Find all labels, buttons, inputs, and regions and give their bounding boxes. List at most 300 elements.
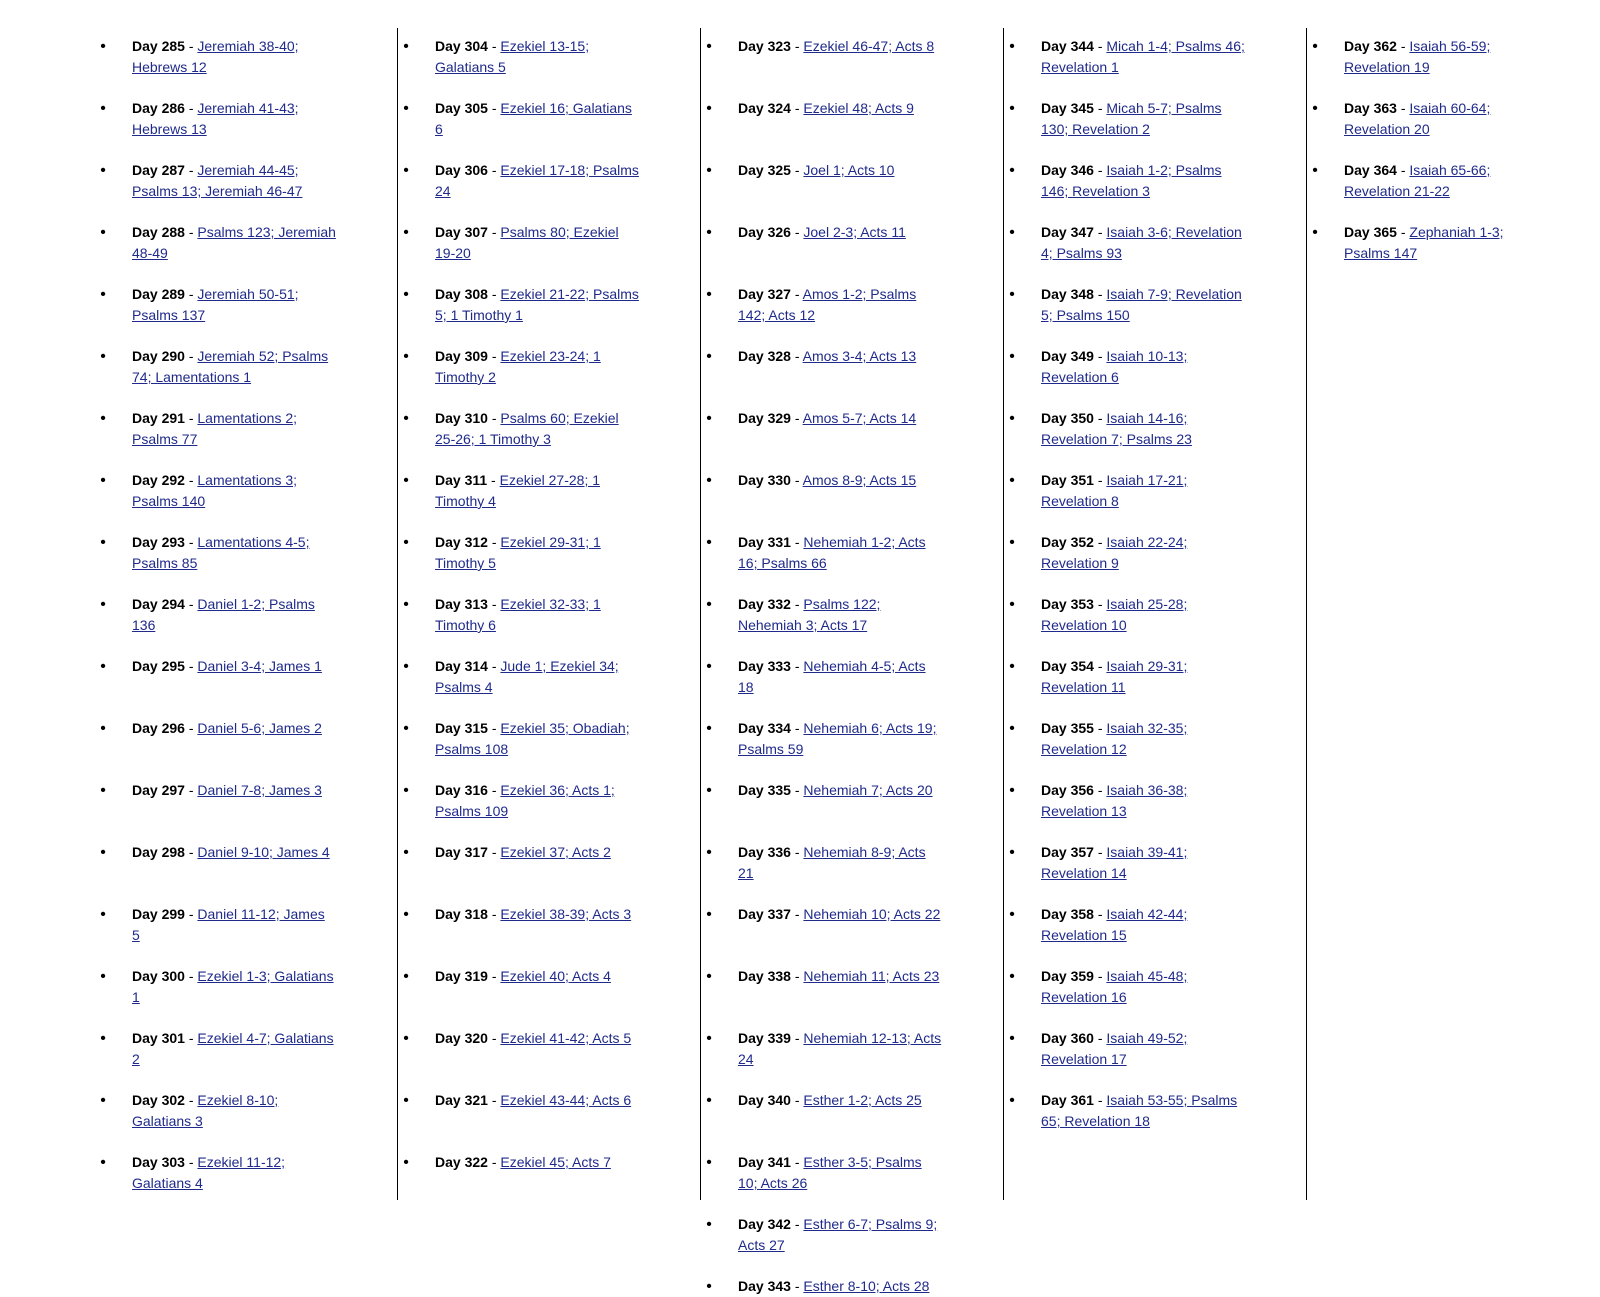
reading-link[interactable]: Ezekiel 1-3; Galatians 1 [132,968,334,1005]
entry-text [1041,160,1245,202]
bullet-icon: • [706,968,712,985]
bullet-icon: • [706,1216,712,1233]
day-label: Day 310 [435,410,488,426]
bullet-icon: • [1009,1030,1015,1047]
bullet-icon: • [403,224,409,241]
separator: - [790,844,804,860]
day-label: Day 322 [435,1154,488,1170]
entry-text [738,284,942,326]
day-label: Day 314 [435,658,488,674]
reading-link[interactable]: Nehemiah 11; Acts 23 [803,968,940,984]
bullet-icon: • [1009,782,1015,799]
bullet-icon: • [1009,410,1015,427]
day-label: Day 320 [435,1030,488,1046]
reading-link[interactable]: Isaiah 45-48; Revelation 16 [1041,968,1188,1005]
day-label: Day 359 [1041,968,1094,984]
separator: - [487,1154,501,1170]
day-label: Day 355 [1041,720,1094,736]
reading-link[interactable]: Ezekiel 17-18; Psalms 24 [435,162,639,199]
separator: - [790,1216,804,1232]
separator: - [487,1030,501,1046]
bullet-icon: • [403,1154,409,1171]
entry-text [132,842,336,863]
day-label: Day 332 [738,596,791,612]
reading-link[interactable]: Isaiah 36-38; Revelation 13 [1041,782,1188,819]
reading-link[interactable]: Psalms 60; Ezekiel 25-26; 1 Timothy 3 [435,410,619,447]
reading-link[interactable]: Isaiah 10-13; Revelation 6 [1041,348,1188,385]
day-label: Day 319 [435,968,488,984]
reading-link[interactable]: Isaiah 1-2; Psalms 146; Revelation 3 [1041,162,1222,199]
reading-link[interactable]: Daniel 1-2; Psalms 136 [132,596,315,633]
entry-text [738,532,942,574]
separator: - [487,844,501,860]
reading-link[interactable]: Amos 8-9; Acts 15 [802,472,917,488]
reading-link[interactable]: Ezekiel 43-44; Acts 6 [500,1092,632,1108]
bullet-icon: • [1009,224,1015,241]
reading-link[interactable]: Psalms 122; Nehemiah 3; Acts 17 [738,596,881,633]
reading-link[interactable]: Nehemiah 1-2; Acts 16; Psalms 66 [738,534,926,571]
reading-link[interactable]: Jeremiah 44-45; Psalms 13; Jeremiah 46-47 [132,162,303,199]
reading-link[interactable]: Micah 1-4; Psalms 46; Revelation 1 [1041,38,1245,75]
reading-link[interactable]: Jeremiah 38-40; Hebrews 12 [132,38,299,75]
separator: - [487,782,501,798]
reading-link[interactable]: Isaiah 60-64; Revelation 20 [1344,100,1491,137]
day-label: Day 307 [435,224,488,240]
separator: - [1093,968,1107,984]
day-label: Day 302 [132,1092,185,1108]
separator: - [184,720,198,736]
entry-text [132,1152,336,1194]
bullet-icon: • [403,1092,409,1109]
separator: - [790,534,804,550]
day-label: Day 333 [738,658,791,674]
bullet-icon: • [706,1278,712,1295]
reading-link[interactable]: Zephaniah 1-3; Psalms 147 [1344,224,1504,261]
entry-text [132,346,336,388]
reading-link[interactable]: Isaiah 3-6; Revelation 4; Psalms 93 [1041,224,1242,261]
reading-link[interactable]: Ezekiel 45; Acts 7 [500,1154,611,1170]
separator: - [184,348,198,364]
entry-text [435,656,639,698]
day-label: Day 351 [1041,472,1094,488]
separator: - [1093,906,1107,922]
entry-text [738,904,942,925]
bullet-icon: • [403,906,409,923]
reading-link[interactable]: Isaiah 39-41; Revelation 14 [1041,844,1188,881]
entry-text [132,904,336,946]
separator: - [1396,162,1410,178]
bullet-icon: • [100,100,106,117]
reading-link[interactable]: Psalms 80; Ezekiel 19-20 [435,224,619,261]
day-label: Day 343 [738,1278,791,1294]
reading-link[interactable]: Daniel 7-8; James 3 [197,782,322,798]
reading-link[interactable]: Jeremiah 41-43; Hebrews 13 [132,100,299,137]
reading-link[interactable]: Isaiah 49-52; Revelation 17 [1041,1030,1188,1067]
day-label: Day 289 [132,286,185,302]
day-label: Day 296 [132,720,185,736]
separator: - [1093,596,1107,612]
bullet-icon: • [403,1030,409,1047]
bullet-icon: • [706,1092,712,1109]
reading-link[interactable]: Isaiah 56-59; Revelation 19 [1344,38,1491,75]
bullet-icon: • [1009,286,1015,303]
bullet-icon: • [100,968,106,985]
reading-link[interactable]: Micah 5-7; Psalms 130; Revelation 2 [1041,100,1222,137]
separator: - [1093,720,1107,736]
separator: - [1093,410,1107,426]
reading-link[interactable]: Amos 1-2; Psalms 142; Acts 12 [738,286,917,323]
entry-text [1344,98,1548,140]
entry-text [132,780,336,801]
bullet-icon: • [706,472,712,489]
entry-text [1041,470,1245,512]
day-label: Day 339 [738,1030,791,1046]
reading-link[interactable]: Ezekiel 27-28; 1 Timothy 4 [435,472,601,509]
entry-text [1041,98,1245,140]
day-label: Day 318 [435,906,488,922]
day-label: Day 287 [132,162,185,178]
separator: - [184,38,198,54]
entry-text [738,780,942,801]
separator: - [487,100,501,116]
bullet-icon: • [403,162,409,179]
day-label: Day 290 [132,348,185,364]
day-label: Day 315 [435,720,488,736]
reading-link[interactable]: Esther 3-5; Psalms 10; Acts 26 [738,1154,922,1191]
entry-text [738,966,942,987]
bullet-icon: • [403,596,409,613]
reading-link[interactable]: Isaiah 14-16; Revelation 7; Psalms 23 [1041,410,1192,447]
separator: - [184,968,198,984]
bullet-icon: • [100,162,106,179]
bullet-icon: • [100,596,106,613]
entry-text [738,1276,942,1297]
entry-text [1344,222,1548,264]
separator: - [184,472,198,488]
reading-link[interactable]: Esther 6-7; Psalms 9; Acts 27 [738,1216,938,1253]
entry-text [738,1152,942,1194]
day-label: Day 311 [435,472,488,488]
reading-link[interactable]: Isaiah 32-35; Revelation 12 [1041,720,1188,757]
entry-text [738,36,942,57]
entry-text [132,222,336,264]
day-label: Day 327 [738,286,791,302]
entry-text [738,160,942,181]
bullet-icon: • [706,38,712,55]
bullet-icon: • [403,534,409,551]
day-label: Day 305 [435,100,488,116]
reading-link[interactable]: Daniel 11-12; James 5 [132,906,325,943]
entry-text [1041,718,1245,760]
reading-link[interactable]: Ezekiel 41-42; Acts 5 [500,1030,632,1046]
reading-link[interactable]: Ezekiel 11-12; Galatians 4 [132,1154,286,1191]
separator: - [790,596,804,612]
separator: - [184,224,198,240]
day-label: Day 288 [132,224,185,240]
entry-text [1041,532,1245,574]
entry-text [738,346,942,367]
reading-link[interactable]: Jeremiah 50-51; Psalms 137 [132,286,299,323]
bullet-icon: • [100,1030,106,1047]
reading-link[interactable]: Esther 8-10; Acts 28 [803,1278,930,1294]
bullet-icon: • [1009,1092,1015,1109]
bullet-icon: • [1009,844,1015,861]
reading-link[interactable]: Isaiah 7-9; Revelation 5; Psalms 150 [1041,286,1242,323]
bullet-icon: • [100,782,106,799]
bullet-icon: • [1312,100,1318,117]
bullet-icon: • [100,224,106,241]
reading-link[interactable]: Nehemiah 7; Acts 20 [803,782,933,798]
reading-link[interactable]: Esther 1-2; Acts 25 [803,1092,922,1108]
separator: - [184,1030,198,1046]
bullet-icon: • [100,906,106,923]
entry-text [738,594,942,636]
bullet-icon: • [706,348,712,365]
entry-text [435,594,639,636]
bullet-icon: • [1009,534,1015,551]
reading-link[interactable]: Ezekiel 8-10; Galatians 3 [132,1092,279,1129]
separator: - [184,658,198,674]
reading-link[interactable]: Lamentations 4-5; Psalms 85 [132,534,310,571]
entry-text [132,284,336,326]
separator: - [487,472,500,488]
reading-link[interactable]: Daniel 3-4; James 1 [197,658,322,674]
separator: - [487,906,501,922]
separator: - [487,658,501,674]
separator: - [1093,224,1107,240]
separator: - [184,534,198,550]
bullet-icon: • [1009,658,1015,675]
entry-text [1041,36,1245,78]
day-label: Day 338 [738,968,791,984]
reading-link[interactable]: Joel 1; Acts 10 [803,162,895,178]
separator: - [1093,782,1107,798]
reading-link[interactable]: Ezekiel 46-47; Acts 8 [803,38,935,54]
reading-link[interactable]: Amos 3-4; Acts 13 [802,348,917,364]
day-label: Day 364 [1344,162,1397,178]
bullet-icon: • [1009,472,1015,489]
separator: - [184,906,198,922]
reading-link[interactable]: Nehemiah 10; Acts 22 [803,906,941,922]
reading-link[interactable]: Ezekiel 40; Acts 4 [500,968,611,984]
separator: - [790,720,804,736]
entry-text [435,842,639,863]
entry-text [1041,656,1245,698]
day-label: Day 304 [435,38,488,54]
day-label: Day 291 [132,410,185,426]
reading-link[interactable]: Psalms 123; Jeremiah 48-49 [132,224,336,261]
bullet-icon: • [1009,596,1015,613]
day-label: Day 285 [132,38,185,54]
day-label: Day 361 [1041,1092,1094,1108]
entry-text [435,904,639,925]
bullet-icon: • [403,100,409,117]
reading-link[interactable]: Ezekiel 48; Acts 9 [803,100,914,116]
reading-link[interactable]: Ezekiel 37; Acts 2 [500,844,611,860]
entry-text [1041,284,1245,326]
entry-text [1041,1028,1245,1070]
bullet-icon: • [403,968,409,985]
separator: - [184,100,198,116]
separator: - [1093,534,1107,550]
separator: - [1093,1092,1107,1108]
reading-link[interactable]: Nehemiah 6; Acts 19; Psalms 59 [738,720,937,757]
bullet-icon: • [1009,348,1015,365]
reading-link[interactable]: Ezekiel 35; Obadiah; Psalms 108 [435,720,630,757]
separator: - [184,1154,198,1170]
reading-link[interactable]: Isaiah 42-44; Revelation 15 [1041,906,1188,943]
entry-text [435,346,639,388]
reading-link[interactable]: Ezekiel 36; Acts 1; Psalms 109 [435,782,615,819]
day-label: Day 349 [1041,348,1094,364]
entry-text [435,408,639,450]
day-label: Day 325 [738,162,791,178]
day-label: Day 337 [738,906,791,922]
day-label: Day 313 [435,596,488,612]
day-label: Day 360 [1041,1030,1094,1046]
entry-text [1344,36,1548,78]
reading-link[interactable]: Nehemiah 12-13; Acts 24 [738,1030,942,1067]
bullet-icon: • [706,720,712,737]
day-label: Day 317 [435,844,488,860]
reading-link[interactable]: Nehemiah 8-9; Acts 21 [738,844,926,881]
reading-link[interactable]: Isaiah 17-21; Revelation 8 [1041,472,1188,509]
reading-link[interactable]: Joel 2-3; Acts 11 [803,224,906,240]
day-label: Day 348 [1041,286,1094,302]
reading-link[interactable]: Isaiah 29-31; Revelation 11 [1041,658,1188,695]
bullet-icon: • [1312,224,1318,241]
reading-link[interactable]: Ezekiel 21-22; Psalms 5; 1 Timothy 1 [435,286,639,323]
bullet-icon: • [706,596,712,613]
day-label: Day 303 [132,1154,185,1170]
reading-link[interactable]: Jude 1; Ezekiel 34; Psalms 4 [435,658,619,695]
reading-link[interactable]: Ezekiel 29-31; 1 Timothy 5 [435,534,601,571]
bullet-icon: • [403,720,409,737]
reading-link[interactable]: Nehemiah 4-5; Acts 18 [738,658,926,695]
reading-link[interactable]: Isaiah 22-24; Revelation 9 [1041,534,1188,571]
reading-link[interactable]: Ezekiel 4-7; Galatians 2 [132,1030,334,1067]
reading-column-1 [96,28,398,1200]
entry-text [435,532,639,574]
bullet-icon: • [706,782,712,799]
reading-link[interactable]: Ezekiel 38-39; Acts 3 [500,906,632,922]
separator: - [1093,1030,1107,1046]
entry-text [132,594,336,636]
bullet-icon: • [403,286,409,303]
day-label: Day 344 [1041,38,1094,54]
entry-text [132,966,336,1008]
separator: - [487,720,501,736]
bullet-icon: • [1009,38,1015,55]
reading-link[interactable]: Isaiah 25-28; Revelation 10 [1041,596,1188,633]
separator: - [487,162,501,178]
day-label: Day 329 [738,410,791,426]
entry-text [738,842,942,884]
entry-text [1041,780,1245,822]
day-label: Day 294 [132,596,185,612]
day-label: Day 363 [1344,100,1397,116]
day-label: Day 358 [1041,906,1094,922]
bullet-icon: • [100,348,106,365]
entry-text [738,656,942,698]
day-label: Day 357 [1041,844,1094,860]
bullet-icon: • [1009,162,1015,179]
reading-link[interactable]: Lamentations 3; Psalms 140 [132,472,298,509]
reading-link[interactable]: Lamentations 2; Psalms 77 [132,410,298,447]
bullet-icon: • [1009,720,1015,737]
day-label: Day 352 [1041,534,1094,550]
entry-text [132,656,336,677]
separator: - [790,658,804,674]
day-label: Day 354 [1041,658,1094,674]
reading-column-5 [1308,28,1600,1200]
separator: - [184,844,198,860]
day-label: Day 334 [738,720,791,736]
day-label: Day 362 [1344,38,1397,54]
day-label: Day 299 [132,906,185,922]
separator: - [184,162,198,178]
bullet-icon: • [1009,968,1015,985]
reading-link[interactable]: Ezekiel 16; Galatians 6 [435,100,632,137]
day-label: Day 350 [1041,410,1094,426]
bullet-icon: • [403,410,409,427]
reading-link[interactable]: Ezekiel 13-15; Galatians 5 [435,38,590,75]
day-label: Day 316 [435,782,488,798]
reading-link[interactable]: Daniel 5-6; James 2 [197,720,322,736]
bullet-icon: • [706,1030,712,1047]
separator: - [487,596,501,612]
separator: - [790,348,803,364]
day-label: Day 292 [132,472,185,488]
separator: - [184,410,198,426]
entry-text [738,222,942,243]
bullet-icon: • [1312,38,1318,55]
day-label: Day 342 [738,1216,791,1232]
day-label: Day 293 [132,534,185,550]
day-label: Day 356 [1041,782,1094,798]
reading-link[interactable]: Ezekiel 23-24; 1 Timothy 2 [435,348,601,385]
day-label: Day 347 [1041,224,1094,240]
reading-link[interactable]: Jeremiah 52; Psalms 74; Lamentations 1 [132,348,329,385]
day-label: Day 353 [1041,596,1094,612]
separator: - [487,968,501,984]
reading-link[interactable]: Isaiah 65-66; Revelation 21-22 [1344,162,1491,199]
bullet-icon: • [403,844,409,861]
day-label: Day 335 [738,782,791,798]
day-label: Day 336 [738,844,791,860]
reading-link[interactable]: Daniel 9-10; James 4 [197,844,330,860]
separator: - [790,1092,804,1108]
bullet-icon: • [706,162,712,179]
separator: - [184,1092,198,1108]
bullet-icon: • [100,286,106,303]
bullet-icon: • [403,782,409,799]
day-label: Day 300 [132,968,185,984]
separator: - [487,286,501,302]
reading-link[interactable]: Ezekiel 32-33; 1 Timothy 6 [435,596,601,633]
separator: - [790,472,803,488]
day-label: Day 312 [435,534,488,550]
entry-text [435,36,639,78]
bullet-icon: • [1009,906,1015,923]
reading-link[interactable]: Amos 5-7; Acts 14 [802,410,917,426]
separator: - [487,224,501,240]
reading-link[interactable]: Isaiah 53-55; Psalms 65; Revelation 18 [1041,1092,1238,1129]
day-label: Day 345 [1041,100,1094,116]
bullet-icon: • [706,844,712,861]
entry-text [435,98,639,140]
bullet-icon: • [706,1154,712,1171]
